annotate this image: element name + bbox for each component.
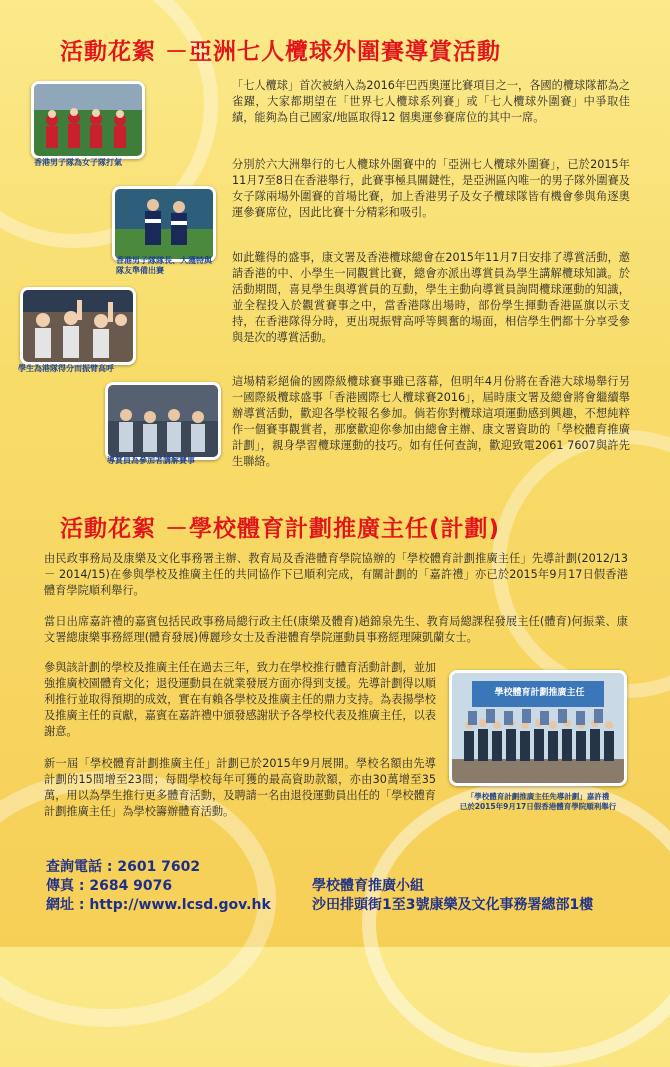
section1-paragraph-4: 這場精彩絕倫的國際級欖球賽事雖已落幕，但明年4月份將在香港大球場舉行另一國際級欖球盛事「香港國際七人欖球賽2016」，屆時康文署及總會將會繼續舉辦導賞活動，歡迎各學校報名參加。倘若你對欖球這項運動感到興趣，不想純粹作一個賽事觀賞者，那麼歡迎你參加由總會主辦、康文署資助的「學校體育推廣計劃」，親身學習欖球運動的技巧。如有任何查詢，歡迎致電2061 7607與許先生聯絡。 <box>232 375 630 468</box>
photo-caption-1: 香港男子隊為女子隊打氣 <box>34 158 122 167</box>
section2-paragraph-4: 新一屆「學校體育計劃推廣主任」計劃已於2015年9月展開。學校名額由先導計劃的15間增至23間；每間學校每年可獲的最高資助款額，亦由30萬增至35萬，用以為學生推行更多體育活動，及聘請一名由退役運動員出任的「學校體育計劃推廣主任」為學校籌辦體育活動。 <box>44 757 436 818</box>
contact-fax: 傳真 : 2684 9076 <box>46 878 173 894</box>
contact-organisation: 學校體育推廣小組 <box>312 878 424 894</box>
section1-paragraph-2: 分別於六大洲舉行的七人欖球外圍賽中的「亞洲七人欖球外圍賽」，已於2015年11月7至8日在香港舉行，此賽事極具關鍵性，是亞洲區內唯一的男子隊外圍賽及女子隊兩場外圍賽的首場比賽，加上香港男子及女子欖球隊皆有機會參與角逐奧運參賽席位，因此比賽十分精彩和吸引。 <box>232 158 630 219</box>
photo-caption-3: 學生為港隊得分而振臂高呼 <box>18 364 114 373</box>
rugby-team-photo <box>31 81 145 159</box>
photo-caption-4: 導賞員為參加者講解賽事 <box>107 456 195 465</box>
contact-website[interactable]: 網址 : http://www.lcsd.gov.hk <box>46 897 271 913</box>
students-cheering-photo <box>20 287 136 365</box>
photo-caption-2: 香港男子隊隊長、大獲特與隊友準備出賽 <box>116 256 212 275</box>
award-ceremony-photo <box>449 670 627 786</box>
contact-phone: 查詢電話 : 2601 7602 <box>46 859 201 875</box>
guide-explaining-photo <box>105 382 221 460</box>
ceremony-banner-text: 學校體育計劃推廣主任 <box>494 688 585 698</box>
contact-address: 沙田排頭街1至3號康樂及文化事務署總部1樓 <box>312 897 594 913</box>
section1-title: 活動花絮 －亞洲七人欖球外圍賽導賞活動 <box>60 39 502 65</box>
section2-paragraph-2: 當日出席嘉許禮的嘉賓包括民政事務局總行政主任(康樂及體育)趙錦泉先生、教育局總課程發展主任(體育)何振業、康文署總康樂事務經理(體育發展)傅麗珍女士及香港體育學院運動員事務經理陳凱蘭女士。 <box>44 615 628 644</box>
section2-title: 活動花絮 －學校體育計劃推廣主任(計劃) <box>60 516 501 542</box>
ceremony-caption: 「學校體育計劃推廣主任先導計劃」嘉許禮 已於2015年9月17日假香港體育學院順利舉行 <box>459 792 617 811</box>
section2-paragraph-3: 參與該計劃的學校及推廣主任在過去三年，致力在學校推行體育活動計劃，並加強推廣校園體育文化；退役運動員在就業發展方面亦得到支援。先導計劃得以順利推行並取得預期的成效，實在有賴各學校及推廣主任的鼎力支持。為表揚學校及推廣主任的貢獻，嘉賓在嘉許禮中頒發感謝狀予各學校代表及推廣主任，以表謝意。 <box>44 661 436 738</box>
section1-paragraph-3: 如此難得的盛事，康文署及香港欖球總會在2015年11月7日安排了導賞活動，邀請香港的中、小學生一同觀賞比賽，總會亦派出導賞員為學生講解欖球知識。於活動期間，喜見學生與導賞員的互動，學生主動向導賞員詢問欖球運動的知識，並全程投入於觀賞賽事之中，當香港隊出場時，部份學生揮動香港區旗以示支持，在香港隊得分時，更出現振臂高呼等興奮的場面，相信學生們都十分享受參與是次的導賞活動。 <box>232 251 630 344</box>
team-captain-photo <box>112 186 216 262</box>
section2-paragraph-1: 由民政事務局及康樂及文化事務署主辦、教育局及香港體育學院協辦的「學校體育計劃推廣主任」先導計劃(2012/13 － 2014/15)在參與學校及推廣主任的共同協作下已順利完成，有關計劃的「嘉許禮」亦已於2015年9月17日假香港體育學院順利舉行。 <box>44 552 628 597</box>
background-swirl <box>362 779 670 1067</box>
section1-paragraph-1: 「七人欖球」首次被納入為2016年巴西奧運比賽項目之一，各國的欖球隊都為之雀躍，大家都期望在「世界七人欖球系列賽」或「七人欖球外圍賽」中爭取佳績，能夠為自己國家/地區取得12 個奧運參賽席位的其中一席。 <box>232 79 630 124</box>
